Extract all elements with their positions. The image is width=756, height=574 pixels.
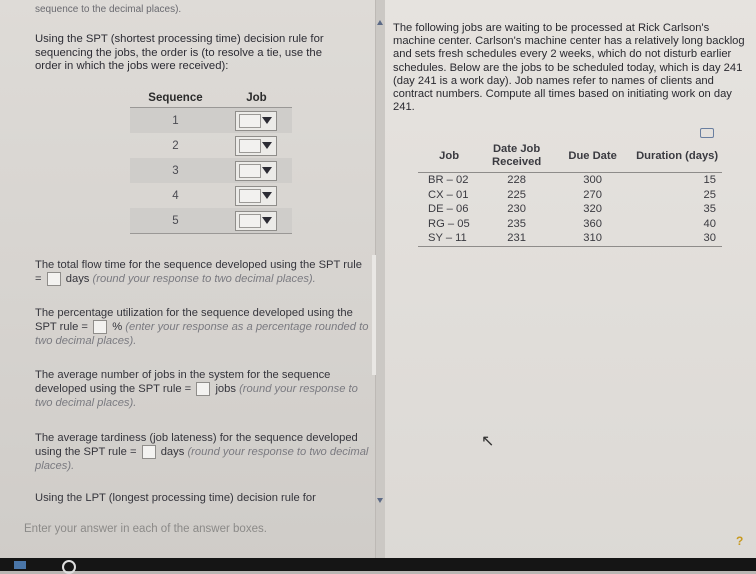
help-icon[interactable]: ? [736,534,744,548]
dropdown-arrow-icon [262,217,272,224]
job-column-header: Job [418,140,480,173]
duration-column-header: Duration (days) [632,140,722,173]
job-dropdown-3[interactable] [235,161,277,181]
question-text: Using the SPT (shortest processing time) decision rule for sequencing the jobs, the order is (to resolve a tie, use the order in which the jobs were received): [35,33,324,72]
avg-tardiness-input[interactable] [142,445,156,459]
total-flow-time-input[interactable] [47,272,61,286]
sequence-number: 3 [130,158,221,183]
table-row: SY – 11 231 310 30 [418,231,722,246]
job-dropdown-4[interactable] [235,186,277,206]
search-icon[interactable] [62,560,76,574]
sequence-number: 4 [172,189,179,202]
windows-start-icon[interactable] [14,561,26,569]
sequence-number: 1 [130,108,221,134]
date-received-column-header: Date Job Received [480,140,553,173]
avg-tardiness-question: The average tardiness (job lateness) for the sequence developed using the SPT rule = days (round your response to two decimal places). [35,432,369,473]
sequence-number: 5 [130,208,221,234]
avg-jobs-input[interactable] [196,382,210,396]
dropdown-arrow-icon [262,117,272,124]
total-flow-time-question: The total flow time for the sequence developed using the SPT rule = days (round your response to two decimal places). [35,259,362,285]
dropdown-arrow-icon [262,167,272,174]
avg-jobs-question: The average number of jobs in the system for the sequence developed using the SPT rule = jobs (round your response to two decimal places). [35,369,358,410]
dropdown-arrow-icon [262,192,272,199]
scroll-down-icon[interactable] [377,498,383,503]
lpt-question: Using the LPT (longest processing time) decision rule for [35,492,316,504]
job-dropdown-1[interactable] [235,111,277,131]
table-row: BR – 02 228 300 15 [428,174,716,186]
utilization-question: The percentage utilization for the sequence developed using the SPT rule = % (enter your response as a percentage rounded to two decimal places). [35,307,369,348]
due-date-column-header: Due Date [553,140,632,173]
jobs-table [418,140,722,247]
dropdown-arrow-icon [262,142,272,149]
footer-hint: Enter your answer in each of the answer boxes. [24,523,267,535]
problem-intro: The following jobs are waiting to be processed at Rick Carlson's machine center. Carlson's machine center has a relatively long backlog and sets fresh schedules every 2 weeks, which do not disturb earlier schedules. Below are the jobs to be scheduled today, which is day 241 (day 241 is a work day). Job names refer to names of clients and contract numbers. Compute all times based on initiating work on day 241. [393,22,745,114]
sequence-header: Sequence [130,88,221,108]
scroll-up-icon[interactable] [377,20,383,25]
table-row: RG – 05 235 360 40 [428,217,716,230]
sequence-number: 2 [172,139,179,152]
taskbar [0,558,756,571]
sequence-table [130,88,292,234]
job-dropdown-5[interactable] [235,211,277,231]
copy-table-icon[interactable] [700,128,714,138]
table-row: DE – 06 230 320 35 [428,203,716,215]
cut-off-text: sequence to the decimal places). [35,4,182,15]
table-row: CX – 01 225 270 25 [428,188,716,201]
left-scrollbar[interactable] [372,255,376,375]
mouse-cursor-icon: ↖ [481,433,495,450]
job-header: Job [221,88,292,108]
job-dropdown-2[interactable] [235,136,277,156]
utilization-input[interactable] [93,320,107,334]
